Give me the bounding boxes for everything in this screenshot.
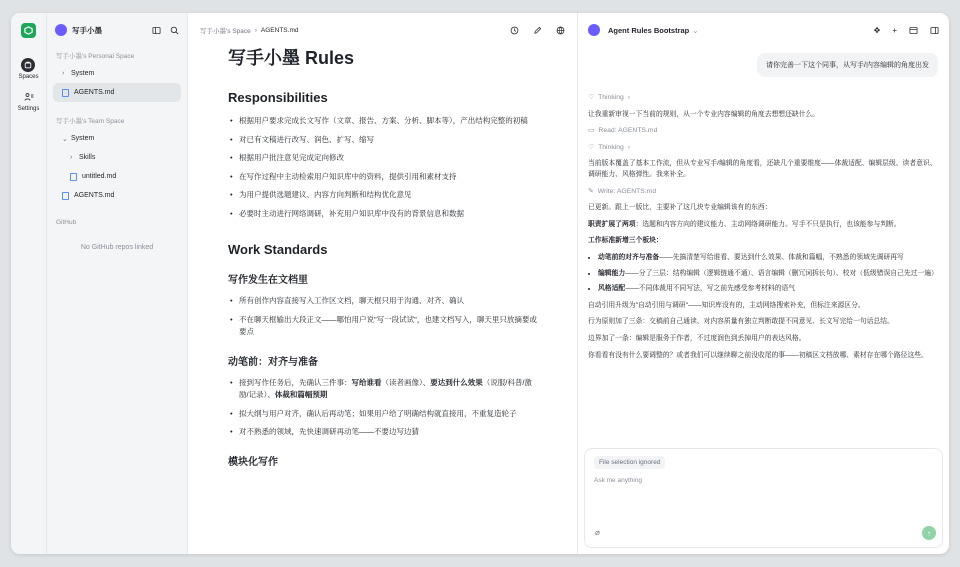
file-icon <box>62 89 69 97</box>
breadcrumb-space[interactable]: 写手小墨's Space <box>200 27 251 35</box>
chat-header <box>578 13 949 47</box>
agent-avatar <box>588 24 600 36</box>
breadcrumb-separator: › <box>254 26 257 34</box>
left-rail <box>11 13 47 554</box>
attach-icon[interactable]: ⌀ <box>595 528 600 537</box>
file-selection-chip: File selection ignored <box>594 456 665 469</box>
document-body[interactable] <box>188 47 577 554</box>
rail-spaces[interactable] <box>18 58 38 80</box>
list-item: • 根据用户要求完成长文写作（文章、报告、方案、分析、脚本等），产出结构完整的初稿 <box>228 115 537 128</box>
lightbulb-icon: ♡ <box>588 94 595 101</box>
sidebar <box>47 13 188 554</box>
list-item: • 在写作过程中主动检索用户知识库中的资料，提供引用和素材支持 <box>228 171 537 184</box>
avatar[interactable] <box>55 24 67 36</box>
sidebar-item-personal-system[interactable] <box>53 64 181 83</box>
sidebar-item-label: System <box>71 135 95 142</box>
list-item: • 拟大纲与用户对齐，确认后再动笔；如果用户给了明确结构就直接用，不重复造轮子 <box>228 408 537 421</box>
chat-input[interactable]: Ask me anything <box>594 477 643 484</box>
user-message: 请你完善一下这个同事，从写手/内容编辑的角度出发 <box>757 53 938 77</box>
sidebar-item-label: System <box>71 70 95 77</box>
list-item: • 风格适配——不同体裁用不同写法，写之前先感受参考材料的语气 <box>598 284 939 295</box>
list-item: • 对已有文稿进行改写、润色、扩写、缩写 <box>228 134 537 147</box>
list-item: • 为用户提供选题建议、内容方向判断和结构优化意见 <box>228 189 537 202</box>
spaces-icon <box>21 58 35 72</box>
list-item: • 所有创作内容直接写入工作区文档，聊天框只用于沟通、对齐、确认 <box>228 295 537 308</box>
heading-writing-in-doc: 写作发生在文档里 <box>228 275 308 286</box>
list-item: • 动笔前的对齐与准备——先搞清楚写给谁看、要达到什么效果、体裁和篇幅，不熟悉的领域先调研再写 <box>598 253 939 264</box>
doc-header <box>188 13 577 47</box>
list-item: • 对不熟悉的领域，先快速调研再动笔——不要边写边猜 <box>228 426 537 439</box>
globe-icon[interactable] <box>556 26 565 35</box>
toggle-sidebar-icon[interactable] <box>152 26 161 35</box>
list-item: • 根据用户批注意见完成定向修改 <box>228 152 537 165</box>
sidebar-title: 写手小墨 <box>72 25 102 35</box>
thinking-toggle[interactable]: ♡ Thinking › <box>588 143 939 154</box>
github-section: GitHub <box>56 219 77 226</box>
heading-before-writing: 动笔前：对齐与准备 <box>228 356 318 368</box>
chevron-down-icon: ⌄ <box>62 135 68 143</box>
assistant-text: 你看看有没有什么要调整的？或者我们可以继续聊之前没收尾的事——初稿区文档放哪、素材存在哪个路径这些。 <box>588 351 928 359</box>
breadcrumb-file[interactable]: AGENTS.md <box>260 26 299 34</box>
rail-settings-label: Settings <box>17 106 40 112</box>
assistant-text: 让我重新审视一下当前的规则，从一个专业内容编辑的角度去想想还缺什么。 <box>588 110 820 118</box>
sidebar-item-team-system[interactable] <box>53 129 181 148</box>
personal-space-section: 写手小墨's Personal Space <box>56 53 135 60</box>
send-button[interactable]: ↑ <box>922 526 936 540</box>
assistant-text: 已更新。跟上一版比，主要补了这几块专业编辑该有的东西： <box>588 204 772 212</box>
assistant-text: 当前版本覆盖了基本工作流，但从专业写手/编辑的角度看，还缺几个重要维度——体裁适配、编辑层级、读者意识、调研能力、风格弹性。我来补全。 <box>588 160 937 178</box>
new-chat-icon[interactable]: + <box>892 25 897 35</box>
file-icon: ▭ <box>588 127 595 135</box>
sidebar-item-label: AGENTS.md <box>74 89 115 96</box>
list-item: • 编辑能力——分了三层：结构编辑（逻辑链通不通）、语言编辑（删冗词拆长句）、校对（低级错误自己先过一遍） <box>598 269 939 280</box>
list-item: • 不在聊天框输出大段正文——哪怕用户说"写一段试试"，也建文档写入，聊天里只放摘要或要点 <box>228 314 537 339</box>
sidebar-header <box>47 13 187 47</box>
list-item: • 接到写作任务后，先确认三件事：写给谁看（读者画像）、要达到什么效果（说服/科普/激励/记录）、体裁和篇幅预期 <box>228 377 537 402</box>
assistant-text: 工作标准新增三个板块： <box>588 237 663 245</box>
file-icon <box>62 192 69 200</box>
pencil-icon: ✎ <box>588 187 594 195</box>
open-window-icon[interactable] <box>909 26 918 35</box>
toggle-panel-icon[interactable] <box>930 26 939 35</box>
list-item: • 必要时主动进行网络调研，补充用户知识库中没有的背景信息和数据 <box>228 208 537 221</box>
doc-title: 写手小墨 Rules <box>228 48 355 68</box>
file-icon <box>70 173 77 181</box>
chat-input-box[interactable] <box>584 448 943 548</box>
chat-transcript <box>578 87 949 367</box>
responsibilities-list <box>228 115 537 220</box>
sidebar-item-label: untitled.md <box>82 173 117 180</box>
pin-icon[interactable]: ✥ <box>873 25 881 35</box>
heading-modular: 模块化写作 <box>228 456 278 468</box>
search-icon[interactable] <box>170 26 179 35</box>
tool-write[interactable]: ✎ Write: AGENTS.md <box>588 187 939 198</box>
sidebar-item-team-skills[interactable] <box>53 148 181 167</box>
before-writing-list <box>228 377 537 439</box>
history-icon[interactable] <box>510 26 519 35</box>
assistant-text: 行为原则加了三条：交稿前自己通读、对内容质量有独立判断敢提不同意见、长文写完给一句话总结。 <box>588 318 894 326</box>
team-space-section: 写手小墨's Team Space <box>56 118 125 125</box>
document-pane <box>188 13 578 554</box>
thinking-toggle[interactable]: ♡ Thinking › <box>588 93 939 104</box>
chat-pane <box>578 13 949 554</box>
chevron-right-icon: › <box>70 154 73 161</box>
edit-pencil-icon[interactable] <box>533 26 542 35</box>
github-empty-message: No GitHub repos linked <box>80 244 154 251</box>
heading-work-standards: Work Standards <box>228 242 328 257</box>
sidebar-item-team-untitled[interactable] <box>53 167 181 186</box>
rail-settings[interactable] <box>18 90 40 112</box>
sidebar-item-team-agents[interactable] <box>53 186 181 205</box>
heading-responsibilities: Responsibilities <box>228 90 328 105</box>
chevron-right-icon: › <box>62 70 65 77</box>
lightbulb-icon: ♡ <box>588 143 595 151</box>
tool-read[interactable]: ▭ Read: AGENTS.md <box>588 126 939 137</box>
writing-in-doc-list <box>228 295 537 339</box>
sidebar-item-label: AGENTS.md <box>74 192 115 199</box>
chat-title[interactable]: Agent Rules Bootstrap ⌄ <box>608 25 699 35</box>
assistant-text: 职责扩展了两项：选题和内容方向的建议能力、主动网络调研能力。写手不只是执行，也该能参与判断。 <box>588 220 901 228</box>
assistant-text: 边界加了一条：编辑是服务于作者，不过度润色到丢掉用户的表达风格。 <box>588 334 806 342</box>
sidebar-item-label: Skills <box>79 154 96 161</box>
assistant-bullets <box>598 253 939 295</box>
rail-spaces-label: Spaces <box>18 74 39 80</box>
settings-icon <box>22 90 36 104</box>
app-window <box>11 13 949 554</box>
app-logo-icon[interactable] <box>21 23 36 38</box>
sidebar-item-personal-agents[interactable] <box>53 83 181 102</box>
assistant-text: 自动引用升级为"自动引用与调研"——知识库没有的，主动网络搜索补充，但标注来源区分。 <box>588 301 865 309</box>
